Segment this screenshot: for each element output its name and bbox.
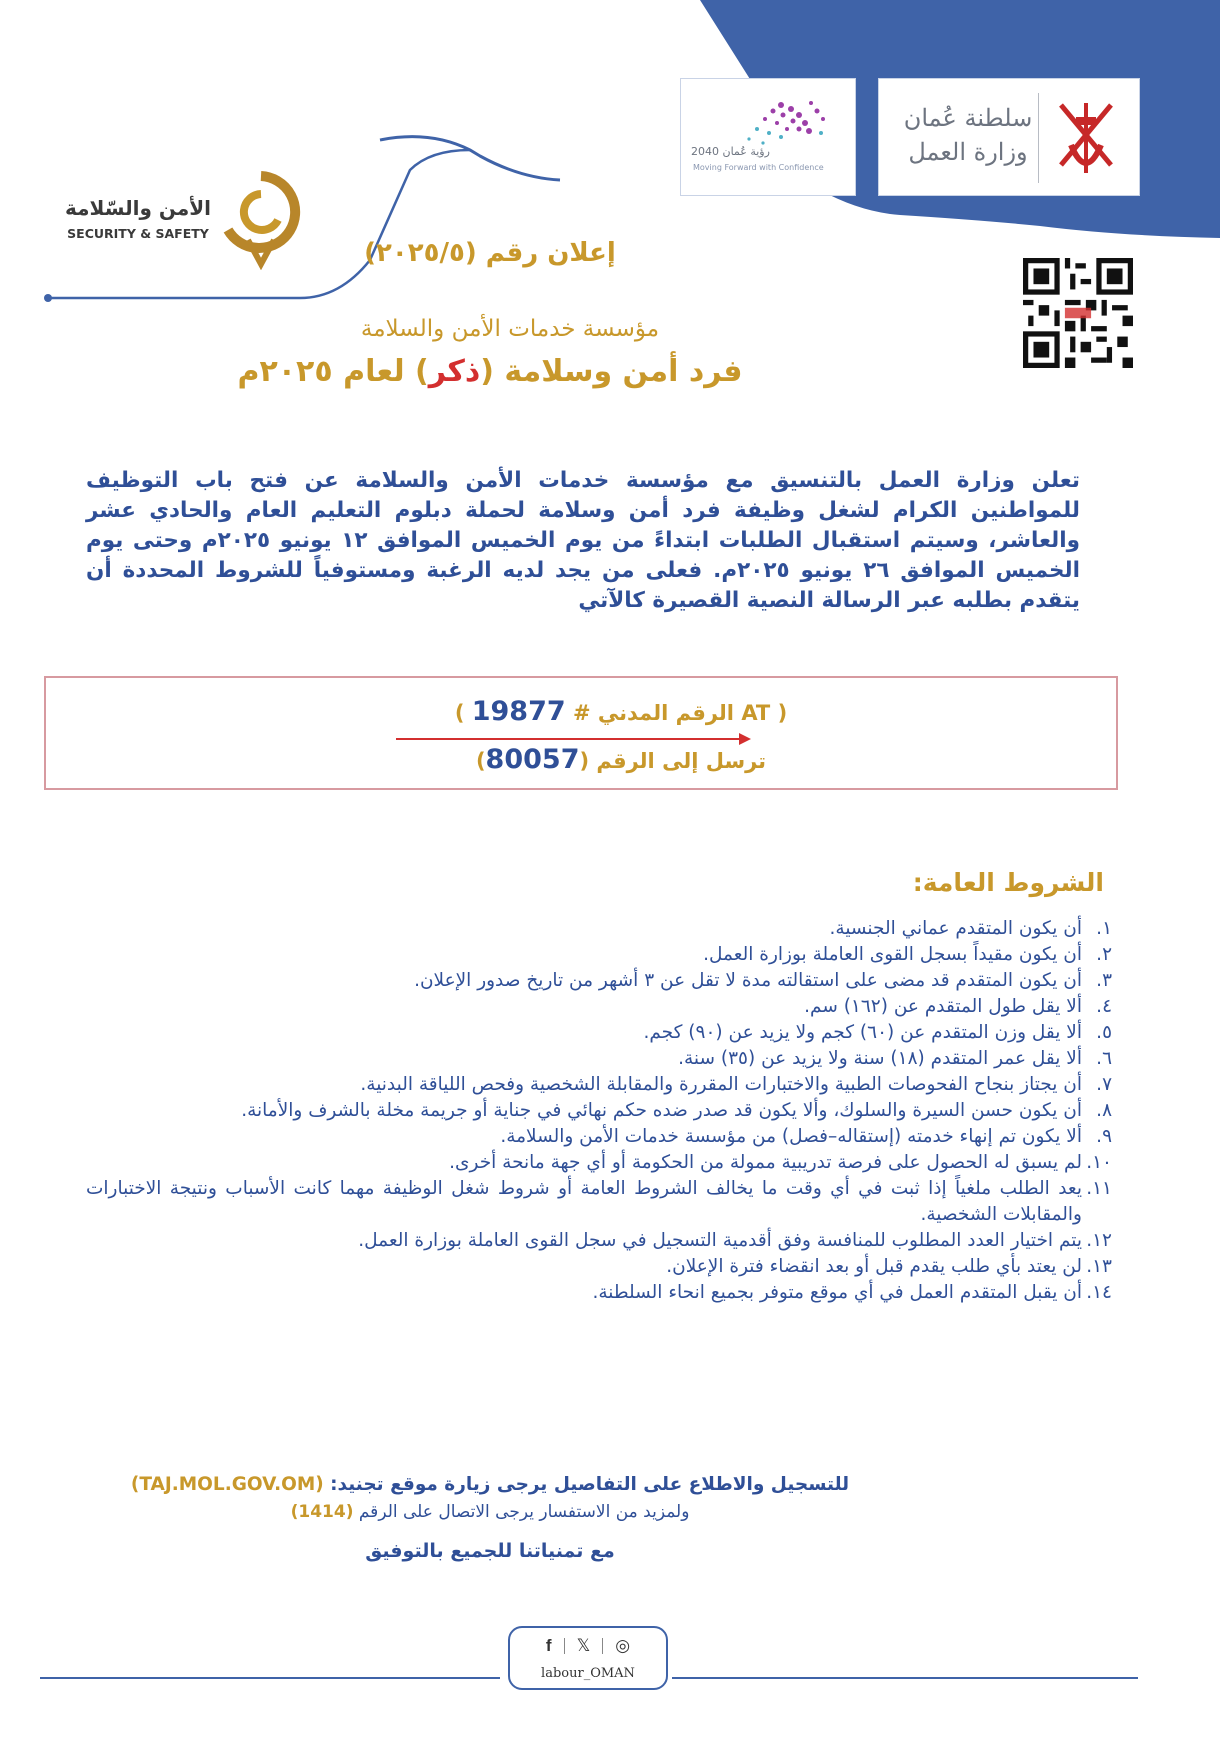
condition-item xyxy=(86,1124,1112,1150)
footer-register-line xyxy=(0,1474,1100,1495)
condition-item xyxy=(86,1072,1112,1098)
security-logo-arabic: الأمن والسّلامة xyxy=(65,196,211,220)
condition-number: ٨. xyxy=(1096,1100,1112,1121)
condition-text: لن يعتد بأي طلب يقدم قبل أو بعد انقضاء فترة الإعلان. xyxy=(666,1256,1082,1277)
sms-format-suffix: ) xyxy=(454,701,472,725)
sms-send-suffix: ) xyxy=(475,749,486,773)
condition-number: ٣. xyxy=(1096,970,1112,991)
condition-item xyxy=(86,1020,1112,1046)
condition-number: ٩. xyxy=(1096,1126,1112,1147)
condition-number: ١٠. xyxy=(1086,1152,1112,1173)
condition-item xyxy=(86,942,1112,968)
qr-code-icon[interactable] xyxy=(1023,258,1133,368)
sms-short-number: 80057 xyxy=(485,744,580,775)
announcement-number: إعلان رقم (٢٠٢٥/٥) xyxy=(364,238,616,268)
condition-number: ١١. xyxy=(1086,1178,1112,1199)
condition-text: أن يجتاز بنجاح الفحوصات الطبية والاختبارات المقررة والمقابلة الشخصية وفحص اللياقة البدنية. xyxy=(360,1074,1082,1095)
conditions-title: الشروط العامة: xyxy=(912,868,1104,897)
conditions-list xyxy=(86,916,1112,1306)
facebook-icon[interactable]: f xyxy=(545,1636,552,1655)
condition-item xyxy=(86,1254,1112,1280)
ministry-name xyxy=(893,101,1043,169)
condition-number: ٤. xyxy=(1096,996,1112,1017)
ministry-line-1: سلطنة عُمان xyxy=(903,104,1033,132)
oman-emblem-icon xyxy=(1051,95,1121,181)
social-icons xyxy=(510,1636,666,1656)
social-media-box[interactable] xyxy=(508,1626,668,1690)
condition-text: أن يقبل المتقدم العمل في أي موقع متوفر بجميع انحاء السلطنة. xyxy=(592,1282,1082,1303)
condition-number: ١. xyxy=(1096,918,1112,939)
x-twitter-icon[interactable]: 𝕏 xyxy=(576,1636,591,1656)
condition-text: ألا يقل طول المتقدم عن (١٦٢) سم. xyxy=(804,996,1082,1017)
condition-number: ٦. xyxy=(1096,1048,1112,1069)
job-title-prefix: فرد أمن وسلامة ( xyxy=(480,354,743,389)
footer-wish: مع تمنياتنا للجميع بالتوفيق xyxy=(365,1540,615,1562)
condition-number: ١٢. xyxy=(1086,1230,1112,1251)
oman-vision-2040-logo xyxy=(680,78,856,196)
bottom-divider-left xyxy=(40,1677,500,1679)
condition-number: ٢. xyxy=(1096,944,1112,965)
sms-format-line xyxy=(46,696,1116,727)
condition-item xyxy=(86,1098,1112,1124)
condition-item xyxy=(86,1176,1112,1228)
instagram-icon[interactable]: ◎ xyxy=(615,1636,631,1656)
register-site-link[interactable]: (TAJ.MOL.GOV.OM) xyxy=(130,1474,324,1495)
condition-text: أن يكون حسن السيرة والسلوك، وألا يكون قد صدر ضده حكم نهائي في جناية أو جريمة مخلة بالشرف والأمانة. xyxy=(241,1100,1082,1121)
condition-text: يتم اختيار العدد المطلوب للمنافسة وفق أقدمية التسجيل في سجل القوى العاملة بوزارة العمل. xyxy=(358,1230,1082,1251)
social-handle[interactable]: labour_OMAN xyxy=(541,1666,635,1681)
condition-number: ٧. xyxy=(1096,1074,1112,1095)
condition-text: ألا يكون تم إنهاء خدمته (إستقاله–فصل) من مؤسسة خدمات الأمن والسلامة. xyxy=(500,1126,1082,1147)
sms-send-to-line xyxy=(46,744,1116,775)
sms-format-prefix: ( AT الرقم المدني # xyxy=(565,701,788,725)
call-text: ولمزيد من الاستفسار يرجى الاتصال على الرقم xyxy=(353,1502,690,1522)
call-number[interactable]: (1414) xyxy=(290,1502,354,1522)
condition-item xyxy=(86,1150,1112,1176)
condition-number: ١٤. xyxy=(1086,1282,1112,1303)
job-title xyxy=(0,354,1100,389)
job-title-suffix: ) لعام ٢٠٢٥م xyxy=(237,354,429,389)
bottom-divider-right xyxy=(672,1677,1138,1679)
sms-instructions-box xyxy=(44,676,1118,790)
condition-number: ١٣. xyxy=(1086,1256,1112,1277)
condition-text: لم يسبق له الحصول على فرصة تدريبية ممولة من الحكومة أو أي جهة مانحة أخرى. xyxy=(449,1152,1082,1173)
footer-call-line xyxy=(0,1502,1100,1522)
condition-text: أن يكون المتقدم عماني الجنسية. xyxy=(829,918,1082,939)
logo-divider xyxy=(1038,93,1039,183)
condition-item xyxy=(86,994,1112,1020)
condition-item xyxy=(86,916,1112,942)
job-gender: ذكر xyxy=(428,354,481,389)
condition-text: ألا يقل وزن المتقدم عن (٦٠) كجم ولا يزيد عن (٩٠) كجم. xyxy=(643,1022,1082,1043)
register-text: للتسجيل والاطلاع على التفاصيل يرجى زيارة موقع تجنيد: xyxy=(323,1474,850,1495)
vision-subtitle: Moving Forward with Confidence xyxy=(693,163,824,172)
organization-name: مؤسسة خدمات الأمن والسلامة xyxy=(360,316,660,342)
condition-text: ألا يقل عمر المتقدم (١٨) سنة ولا يزيد عن (٣٥) سنة. xyxy=(678,1048,1082,1069)
vision-label: رؤية عُمان 2040 xyxy=(691,145,770,158)
condition-text: أن يكون مقيداً بسجل القوى العاملة بوزارة العمل. xyxy=(703,944,1082,965)
condition-item xyxy=(86,1046,1112,1072)
ministry-of-labour-logo xyxy=(878,78,1140,196)
sms-civil-number: 19877 xyxy=(471,696,566,727)
condition-item xyxy=(86,1228,1112,1254)
security-logo-english: SECURITY & SAFETY xyxy=(67,226,209,241)
condition-text: أن يكون المتقدم قد مضى على استقالته مدة لا تقل عن ٣ أشهر من تاريخ صدور الإعلان. xyxy=(414,970,1082,991)
condition-item xyxy=(86,1280,1112,1306)
condition-item xyxy=(86,968,1112,994)
condition-text: يعد الطلب ملغياً إذا ثبت في أي وقت ما يخالف الشروط العامة أو شروط شغل الوظيفة مهما كانت الأسباب ونتيجة الاختبارات والمقابلات الشخصية. xyxy=(86,1178,1082,1225)
sms-send-prefix: ترسل إلى الرقم ( xyxy=(579,749,767,773)
ministry-line-2: وزارة العمل xyxy=(908,138,1028,166)
intro-paragraph: تعلن وزارة العمل بالتنسيق مع مؤسسة خدمات الأمن والسلامة عن فتح باب التوظيف للمواطنين الكرام لشغل وظيفة فرد أمن وسلامة لحملة دبلوم التعليم العام والحادي عشر والعاشر، وسيتم استقبال الطلبات ابتداءً من يوم الخميس الموافق ١٢ يونيو ٢٠٢٥م وحتى يوم الخميس الموافق ٢٦ يونيو ٢٠٢٥م. فعلى من يجد لديه الرغبة ومستوفياً للشروط المحددة أن يتقدم بطلبه عبر الرسالة النصية القصيرة كالآتي xyxy=(86,468,1080,613)
condition-number: ٥. xyxy=(1096,1022,1112,1043)
